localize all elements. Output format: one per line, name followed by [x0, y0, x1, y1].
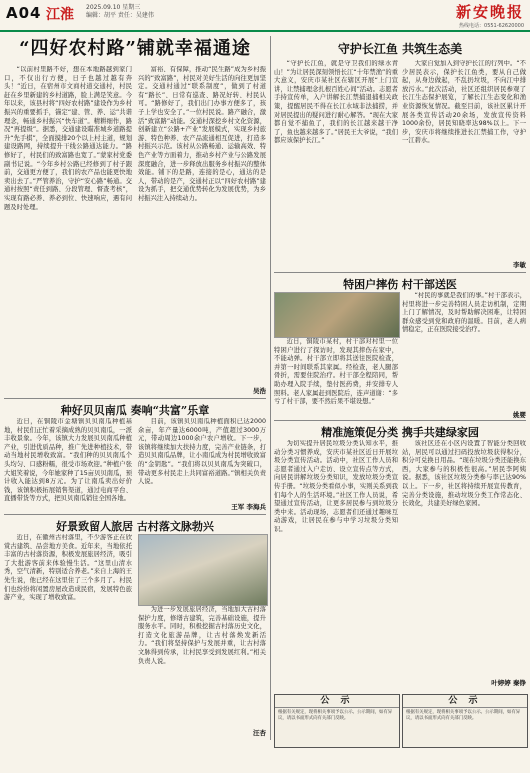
page-number: A04	[6, 4, 42, 22]
masthead-logo: 新安晚报	[455, 3, 524, 21]
article-body-col1: “以前村里路不好，想在本地路越到家门口，不仅出行方便，日子也越过越有奔头！”近日，在宿州市文商村道交通村，村民赶在乡里新建的乡村道路，脸上满是笑意。今年以来，该县村将“四好农村路”建设作为乡村振兴的重要抓手，锚定“建、管、养、运”共谐理念，畅通乡村振兴“快车道”。精耕细作，路况“再提级”。据悉，交通建设瞄准城乡道路提升“先手棋”，全面摸排20个以上村主道，规划建设路网，持续提升干线公路通达能力。“路修好了，村民们的致富路也宽了。”蒙家村党委副书记说。“今年乡村公路已经修到了村子跟前，交通更方便了，我们的农产品也能更快地卖出去了。”严管养治，守护“安心路”畅通。交通村按照“责任到路、分段管理、督查考核”，实现有路必养、养必到位、快速响应，遇有问题及时处理。	[4, 66, 132, 211]
issue-meta	[86, 4, 154, 20]
column-divider	[270, 36, 271, 740]
article-author: 姚婴	[513, 411, 526, 419]
article-body-col1: 近日，在铜陵市金塘镇贝贝南瓜种植基地，村民们正忙着采摘成熟的贝贝南瓜，一派丰收景象。今年，该镇大力发展贝贝南瓜种植产业，引进优质品种，推广先进种植技术，带动当地村民增收致富。“我们种的贝贝南瓜个头均匀、口感粉糯，很受市场欢迎。”种植户张大姐笑着说，今年她家种了15亩贝贝南瓜，预计收入能达到8万元。为了让南瓜卖出好价钱，该镇积极拓展销售渠道，通过电商平台、直播带货等方式，把贝贝南瓜销往全国各地。	[4, 418, 132, 503]
section-divider	[274, 420, 526, 421]
article-headline: “四好农村路”铺就幸福通途	[19, 38, 251, 59]
notice-title: 公 示	[275, 695, 399, 708]
section-divider	[4, 514, 266, 515]
article-body-col1: “守护长江鱼，就是守卫我们的绿水青山！”为让居民深刻领悟长江“十年禁渔”的重大意义，安庆市某社区在辖区开展“上门宣讲，让禁捕理念扎根百姓心间”活动。志愿者手持宣传单，入户讲解长江禁捕退捕相关政策，提醒居民不得在长江水域非法捕捞，并对居民提出的疑问进行耐心解答。“现在大家都自觉不捕鱼了，我们的长江越来越干净了，鱼也越来越多了。”居民王大爷说，“我们都应该保护长江。”	[274, 60, 398, 145]
issue-editor: 编辑：胡平 责任：吴建伟	[86, 12, 154, 19]
article-author: 叶婷婷 秦铮	[491, 679, 526, 687]
news-photo	[138, 534, 268, 606]
article-author: 汪杏	[253, 729, 266, 737]
article-body-col2: 富裕、有保障，推动“民生路”成为乡村振兴的“致富路”，村民对美好生活的向往更加坚定。交通村通过“联系制度”，做到了村道有“路长”、日常有巡查、路况好转、村民认可。“路修好了，我们出门办事方便多了，孩子上学也安全了。”一位村民说。路产融合，激活“致富路”动能。交通村深挖乡村文化资源，创新建立“公路+产业”发展模式，实现乡村旅游、特色种养、农产品流通相互促进，打造多村振兴示范。该村从公路畅通、运输高效、特色产业等方面着力，推动乡村产业与公路发展深度融合，进一步释放出服务乡村振兴的整体效能。铺下的是路，连接的是心，通达的是人，带动的是产，交通村正以“四好农村路”建设为抓手，把交通优势转化为发展优势，为乡村振兴注入持续动力。	[138, 66, 266, 202]
article-body-col1: 为切实提升居民垃圾分类认知水平，推动分类习惯养成，安庆市某社区近日开展垃圾分类宣传活动。活动中，社区工作人员和志愿者通过入户走访、设立宣传点等方式，向居民讲解垃圾分类知识，发放垃圾分类宣传手册。“垃圾分类看似小事，实则关系到我们每个人的生活环境。”社区工作人员说，希望通过宣传活动，让更多居民参与到垃圾分类中来。活动现场，志愿者们还通过趣味互动游戏，让居民在参与中学习垃圾分类知识。	[274, 440, 398, 533]
article-headline: 种好贝贝南瓜 奏响“共富”乐章	[60, 404, 210, 417]
article-body-col2: “村民的事就是我们的事。”村干部表示，村里将进一步完善特困人员走访机制，定期上门了解情况，及时帮助解决困难，让特困群众感受到党和政府的温暖。目前，老人病情稳定，正在医院接受治疗。	[402, 292, 526, 334]
page-header	[0, 0, 530, 32]
article-headline: 好景致留人旅居 古村落文脉勃兴	[56, 520, 214, 533]
article-body-col2: 目前，该镇贝贝南瓜种植面积已达2000余亩，年产量达6000吨，产值超过3000万元，带动周边1000余户农户增收。下一步，该镇将继续加大扶持力度，完善产业链条，打造贝贝南瓜品牌，让小南瓜成为村民增收致富的“金钥匙”。“我们将以贝贝南瓜为突破口，带动更多村民走上共同富裕道路。”镇相关负责人说。	[138, 418, 266, 486]
article-headline: 精准施策促分类 携手共建绿家园	[321, 426, 479, 439]
notice-text: 根据有关规定，现将相关事项予以公示。公示期间，如有异议，请以书面形式向有关部门反映。	[406, 710, 521, 721]
article-author: 王军 李海兵	[231, 503, 266, 511]
article-headline: 特困户摔伤 村干部送医	[343, 278, 457, 291]
news-photo	[274, 292, 400, 338]
notice-text: 根据有关规定，现将相关事项予以公示。公示期间，如有异议，请以书面形式向有关部门反映。	[278, 710, 393, 721]
article-body-col1: 近日，铜陵市某村，村干部对村里一位特困户进行了探访时，发现其摔伤在家中，不能动弹。村干部立即将其送往医院检查，并第一时间联系其家属。经检查，老人腿部骨折，需要住院治疗。村干部全程陪同，帮助办理入院手续，垫付医药费，并安排专人照料。老人家属赶到医院后，连声道谢：“多亏了村干部，要不然后果不堪设想。”	[274, 338, 398, 406]
issue-date: 2025.09.10 星期三	[86, 4, 141, 11]
article-rural-roads	[4, 36, 266, 62]
article-author: 吴浩	[253, 387, 266, 395]
section-divider	[4, 398, 266, 399]
article-body-col2: 该社区还在小区内设置了智能分类回收站，居民可以通过扫码投放垃圾获得积分，积分可兑换日用品。“现在垃圾分类还能换东西，大家参与的积极性很高。”居民李阿姨说。据悉，该社区垃圾分类参与率已达90%以上。下一步，社区将持续开展宣传教育，完善分类设施，推动垃圾分类工作常态化、长效化，共建美好绿色家园。	[402, 440, 526, 508]
article-body-col2: 为进一步发展旅居经济，当地加大古村落保护力度，修缮古建筑，完善基础设施，提升服务水平。同时，积极挖掘古村落历史文化，打造文化旅游品牌，让古村落焕发新活力。“我们将坚持保护与发展并重，让古村落文脉得到传承，让村民享受到发展红利。”相关负责人说。	[138, 606, 266, 665]
article-author: 李敏	[513, 261, 526, 269]
article-headline: 守护长江鱼 共筑生态美	[337, 42, 463, 56]
edition-name: 江淮	[46, 7, 74, 23]
masthead	[456, 1, 524, 29]
masthead-hotline: 热线电话：0551-62620000	[459, 23, 524, 29]
section-divider	[274, 272, 526, 273]
public-notice	[274, 694, 400, 748]
public-notice	[402, 694, 528, 748]
notice-title: 公 示	[403, 695, 527, 708]
article-body-col1: 近日，在徽州古村落里，不少游客正在欣赏古建筑、品尝地方美食。近年来，当地依托丰富的古村落资源，积极发展旅居经济，吸引了大批游客前来体验慢生活。“这里山清水秀，空气清新，特别适合养老。”来自上海的王先生说，他已经在这里住了三个多月了。村民们也纷纷将闲置房屋改造成民宿，发展特色旅游产业，实现了增收致富。	[4, 534, 132, 602]
article-body-col2: 大家自觉加入到守护长江的行列中。“不少居民表示，保护长江鱼类，要从自己做起，从身边做起，不乱扔垃圾，不向江中排放污水。”此次活动，社区还组织居民参观了长江生态保护展览，了解长江生态变化和渔业资源恢复情况。截至目前，该社区累计开展各类宣传活动20余场，发放宣传资料1000余份，居民知晓率达98%以上。下一步，安庆市将继续推进长江禁捕工作，守护一江碧水。	[402, 60, 526, 145]
